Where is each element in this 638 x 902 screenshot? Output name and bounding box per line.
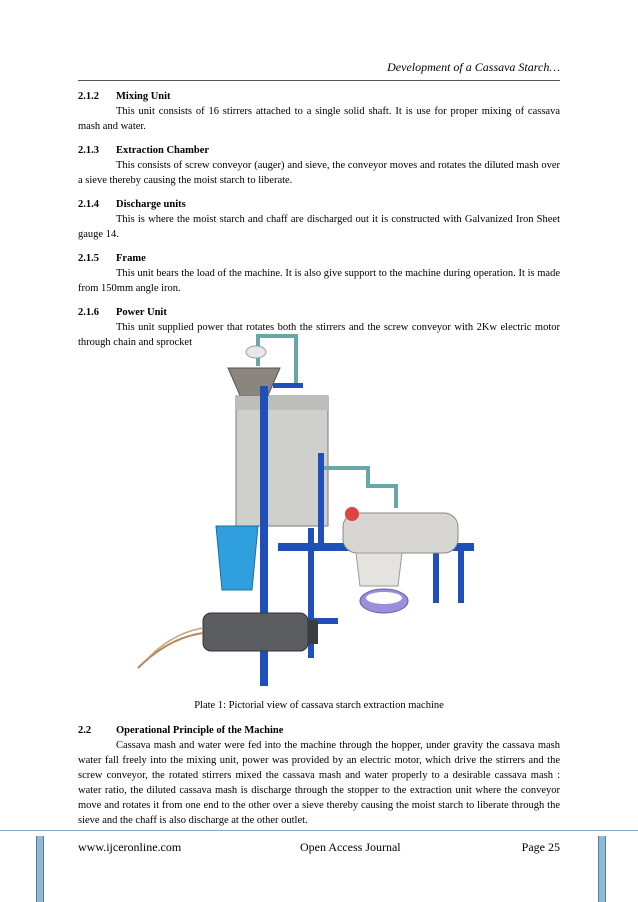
section-text: This is where the moist starch and chaff are discharged out it is constructed with Galvanized Iron Sheet gauge 14.	[78, 214, 560, 240]
subsections	[78, 89, 560, 359]
motor-shaft	[308, 620, 318, 644]
outlet-pipe	[324, 468, 396, 508]
section-text: This unit supplied power that rotates both the stirrers and the screw conveyor with 2Kw electric motor through chain and sprocket	[78, 322, 560, 348]
section-2-1-5	[78, 251, 560, 296]
section-title: Power Unit	[116, 307, 167, 318]
hopper	[228, 368, 280, 400]
section-2-1-3	[78, 143, 560, 188]
section-text: This unit consists of 16 stirrers attached to a single solid shaft. It is use for proper mixing of cassava mash and water.	[78, 106, 560, 132]
section-title: Extraction Chamber	[116, 145, 210, 156]
mixing-drum	[236, 396, 328, 526]
section-number: 2.1.5	[78, 253, 99, 264]
footer-left-bar	[36, 836, 44, 902]
footer-rule	[0, 830, 638, 831]
section-text: This unit bears the load of the machine. It is also give support to the machine during operation. It is made from 150mm angle iron.	[78, 268, 560, 294]
section-number: 2.2	[78, 725, 92, 736]
drum-rim	[236, 396, 328, 410]
footer-website: www.ijceronline.com	[78, 840, 182, 854]
section-2-1-2	[78, 89, 560, 134]
valve	[246, 346, 266, 358]
running-header: Development of a Cassava Starch…	[387, 60, 560, 74]
footer-journal: Open Access Journal	[300, 840, 401, 854]
section-text: This consists of screw conveyor (auger) and sieve, the conveyor moves and rotates the diluted mash over a sieve thereby causing the moist starch to liberate.	[78, 160, 560, 186]
figure-caption: Plate 1: Pictorial view of cassava starch extraction machine	[194, 700, 444, 711]
electric-motor	[203, 613, 308, 651]
section-2-1-4	[78, 197, 560, 242]
section-title: Frame	[116, 253, 146, 264]
section-title: Discharge units	[116, 199, 186, 210]
stopper	[345, 507, 359, 521]
blue-bucket	[216, 526, 258, 590]
section-title: Operational Principle of the Machine	[116, 725, 284, 736]
header-rule	[78, 80, 560, 81]
extraction-chamber	[343, 513, 458, 553]
footer-right-bar	[598, 836, 606, 902]
section-number: 2.1.3	[78, 145, 99, 156]
starch	[366, 592, 402, 604]
section-number: 2.1.6	[78, 307, 99, 318]
power-cable	[138, 633, 203, 668]
machine-photo	[128, 328, 488, 690]
section-text: Cassava mash and water were fed into the machine through the hopper, under gravity the cassava mash water fall freely into the mixing unit, power was provided by an electric motor, which drive the stirrers and the screw conveyor, the rotated stirrers mixed the cassava mash and water properly to a desirable cassava mash : water ratio, the diluted cassava mash is discharge through the stopper to the extraction unit where the conveyor move and rotates it from one end to the other over a sieve thereby causing the moist starch to liberate through the sieve and the chaff is also discharge at the other outlet.	[78, 740, 560, 826]
discharge-chute	[356, 553, 402, 586]
section-number: 2.1.4	[78, 199, 99, 210]
section-number: 2.1.2	[78, 91, 99, 102]
section-title: Mixing Unit	[116, 91, 171, 102]
footer-page-number: Page 25	[521, 840, 560, 854]
section-2-2	[78, 723, 560, 828]
